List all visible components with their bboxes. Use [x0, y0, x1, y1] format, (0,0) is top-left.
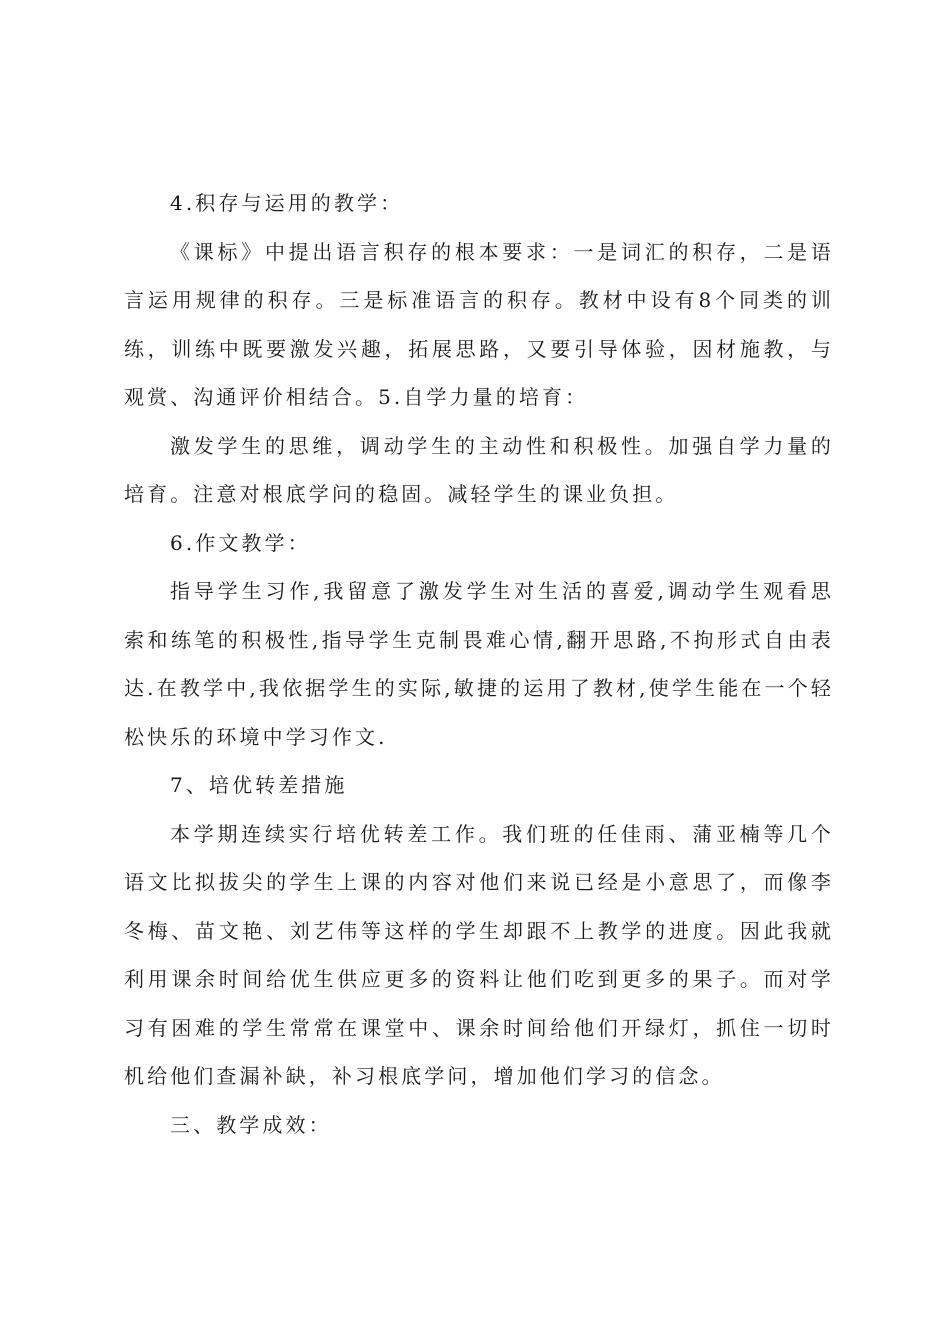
paragraph-tutoring-measures: 本学期连续实行培优转差工作。我们班的任佳雨、蒲亚楠等几个语文比拟拔尖的学生上课的内容对他们来说已经是小意思了，而像李冬梅、苗文艳、刘艺伟等这样的学生却跟不上教学的进度。因此我就利用课余时间给优生供应更多的资料让他们吃到更多的果子。而对学习有困难的学生常常在课堂中、课余时间给他们开绿灯，抓住一切时机给他们查漏补缺，补习根底学问，增加他们学习的信念。 [124, 821, 834, 1088]
paragraph-curriculum-standard: 《课标》中提出语言积存的根本要求：一是词汇的积存，二是语言运用规律的积存。三是标准语言的积存。教材中设有8个同类的训练，训练中既要激发兴趣，拓展思路，又要引导体验，因材施教，与观赏、沟通评价相结合。5.自学力量的培育： [124, 239, 834, 409]
section-heading-results: 三、教学成效： [170, 1112, 332, 1137]
section-heading-composition: 6.作文教学： [170, 530, 311, 555]
paragraph-composition-teaching: 指导学生习作,我留意了激发学生对生活的喜爱,调动学生观看思索和练笔的积极性,指导学生克制畏难心情,翻开思路,不拘形式自由表达.在教学中,我依据学生的实际,敏捷的运用了教材,使学生能在一个轻松快乐的环境中学习作文. [124, 579, 834, 749]
section-heading-tutoring: 7、培优转差措施 [170, 773, 348, 797]
paragraph-self-study: 激发学生的思维，调动学生的主动性和积极性。加强自学力量的培育。注意对根底学问的稳固。减轻学生的课业负担。 [124, 433, 834, 506]
section-heading-accumulation: 4.积存与运用的教学： [170, 191, 404, 215]
document-body [124, 179, 834, 1149]
